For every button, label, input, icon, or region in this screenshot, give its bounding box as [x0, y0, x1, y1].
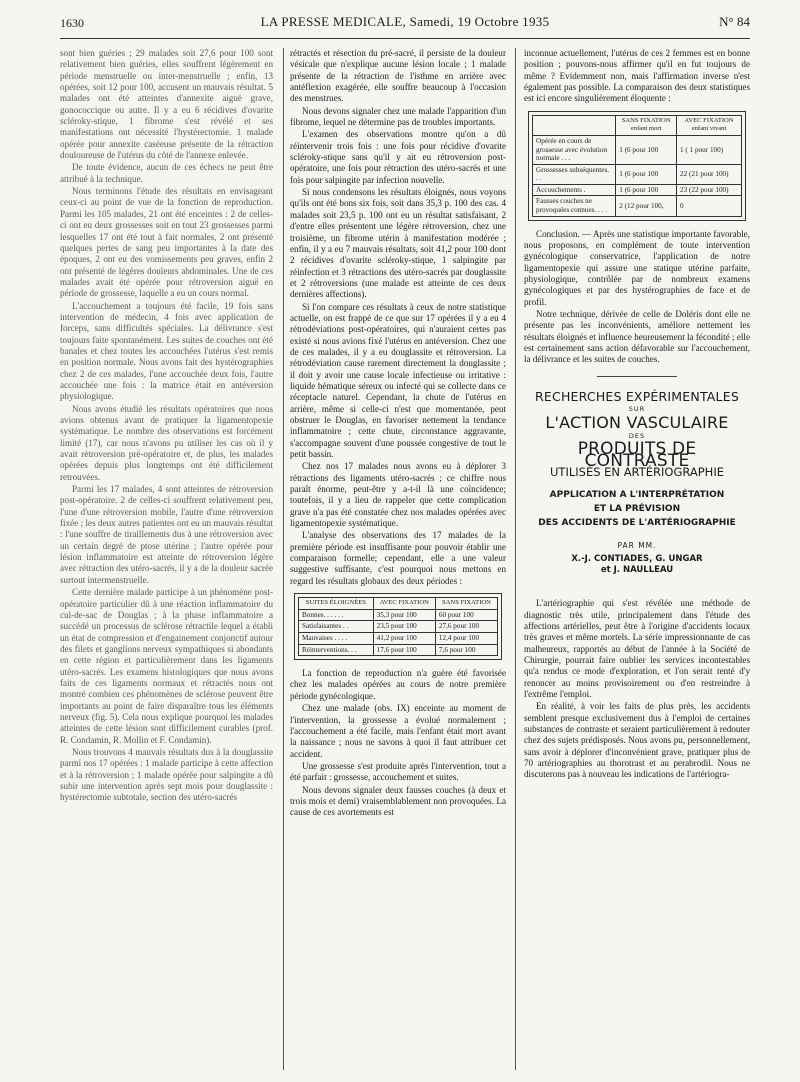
article-title-line: UTILISÉS EN ARTÉRIOGRAPHIE: [550, 464, 724, 479]
article-title-connector: DES: [628, 431, 646, 440]
paragraph: En réalité, à voir les faits de plus près, les accidents semblent presque exclusivement dus à l'emploi de certaines substances de contraste et seraient particulièrement à redouter chez des sujets prédisposés. Nous avons pu, personnellement, sans avoir à déplorer d'inconvénient grave, pratiquer plus de 70 artériographies au thorotrast et au perabrodil. Nous ne discuterons pas à nouveau les indications de l'artériogra-: [524, 701, 750, 780]
table-row: [533, 196, 742, 216]
table-row: [533, 164, 742, 184]
table-row: [299, 621, 498, 633]
table-cell: 35,3 pour 100: [373, 609, 435, 621]
paragraph: Nous terminons l'étude des résultats en envisageant ceux-ci au point de vue de la fonction de reproduction. Parmi les 105 malades, 21 ont été enceintes : 2 de celles-ci ont eu deux grossesses soit en tout 23 grossesses parmi lesquelles 17 ont été tout à fait normales, 2 ont présenté quelques pertes de sang peu importantes à la date des époques, 2 ont eu des vomissements peu graves, enfin 2 ont présenté de légères douleurs abdominales. Une de ces malades avait été opérée pour rétroversion aiguë en période de grossesse, laquelle a eu un cours normal.: [60, 186, 273, 299]
paragraph: L'artériographie qui s'est révélée une méthode de diagnostic très utile, principalement dans l'étude des affections artérielles, peut être à l'origine d'accidents locaux très graves et même mortels. La série impressionnante de cas malheureux, rapportés au début de l'année à la Société de Chirurgie, pourrait faire oublier les services incontestables qu'a rendus ce mode d'exploration, et l'on serait tenté d'y renoncer au moins provisoirement ou d'en restreindre à l'extrême l'emploi.: [524, 598, 750, 699]
paragraph: sont bien guéries ; 29 malades soit 27,6 pour 100 sont relativement bien guéries, elles souffrent légèrement en période menstruelle ou inter-menstruelle ; enfin, 13 opérées, soit 12 pour 100, accusent un mauvais résultat. 5 malades ont été atteintes d'annexite aiguë grave, gonococcique ou autre. Il y a eu 6 récidives d'ovarite scléroky-stique, 1 fibrome s'est révélé et ses manifestations ont nécessité l'hystérectomie. 1 malade opérée pour annexite caséeuse présente de la rétraction douloureuse de l'utérus du côté de l'annexe enlevée.: [60, 48, 273, 161]
table-cell: 1 (6 pour 100: [616, 184, 677, 196]
publication-title: LA PRESSE MEDICALE, Samedi, 19 Octobre 1935: [260, 14, 550, 29]
table-cell: Grossesses subséquentes. . .: [533, 164, 616, 184]
article-heading: [524, 388, 750, 576]
table-cell: 1 (6 pour 100: [616, 164, 677, 184]
table-row: [533, 135, 742, 164]
table-cell: 27,6 pour 100: [435, 621, 497, 633]
page-number: 1630: [60, 16, 84, 30]
article-title-connector: SUR: [628, 405, 646, 414]
table-cell: Opérée en cours de grossesse avec évolution normale . . .: [533, 135, 616, 164]
table-cell: 1 (6 pour 100: [616, 135, 677, 164]
paragraph: Chez nos 17 malades nous avons eu à déplorer 3 rétractions des ligaments utéro-sacrés ; ce chiffre nous paraît énorme, peut-être y a-t-il là une coïncidence; toutefois, il y a lieu de rappeler que cette complication grave n'a pas été constatée chez nos malades opérées avec ligamentopexie systématique.: [290, 461, 506, 529]
paragraph: Une grossesse s'est produite après l'intervention, tout a été parfait : grossesse, accouchement et suites.: [290, 760, 506, 783]
paragraph: Nous avons étudié les résultats opératoires que nous avions obtenus avant de pratiquer la ligamentopexie systématique. Le nombre des observations est forcément limité (17), car nous n'avons pu utiliser les cas où il y avait rétroversion pré-opératoire et, de plus, les malades opérées depuis plus longtemps ont été difficilement retrouvées.: [60, 403, 273, 482]
table-cell: Accouchements .: [533, 184, 616, 196]
table-header: AVEC FIXATION: [373, 598, 435, 610]
table-cell: 23 (22 pour 100): [677, 184, 742, 196]
article-title-line: L'ACTION VASCULAIRE: [545, 413, 729, 433]
table-cell: Réinterventions. . .: [299, 644, 374, 656]
page-header: [60, 14, 750, 34]
paragraph: Cette dernière malade participe à un phénomène post-opératoire particulier dû à une réaction inflammatoire du cul-de-sac de Douglas ; à la phase inflammatoire a succédé un processus de sclérose rétractile lequel a établi un état de compression et d'engainement conjonctif autour des filets et ganglions nerveux sympathiques si abondants en cette région et particulièrement dans les ligaments utéro-sacrés. Les examens histologiques que nous avons faits de ces ligaments normaux et rétractés nous ont montré combien ces phénomènes de sclérose peuvent être importants au point de faire disparaître tous les éléments nerveux (fig. 5). Cela nous explique pourquoi les malades atteintes de cette lésion sont difficilement curables (prof. R. Condamin, R. Mollin et F. Condamin).: [60, 587, 273, 745]
table-header-row: [533, 115, 742, 135]
paragraph: Nous devons signaler chez une malade l'apparition d'un fibrome, lequel ne détermine pas de troubles importants.: [290, 105, 506, 128]
article-subtitle: DES ACCIDENTS DE L'ARTÉRIOGRAPHIE: [538, 518, 736, 529]
column-2: [290, 48, 506, 1078]
column-1: [60, 48, 273, 805]
column-3: [524, 48, 750, 782]
column-divider: [515, 48, 516, 1070]
article-authors: X.-J. CONTIADES, G. UNGAR: [571, 553, 703, 564]
paragraph: Chez une malade (obs. IX) enceinte au moment de l'intervention, la grossesse a évolué normalement ; l'accouchement a été facile, mais l'enfant était mort avant la naissance ; nous ne savons à quoi il faut attribuer cet accident.: [290, 703, 506, 759]
paragraph: L'examen des observations montre qu'on a dû réintervenir trois fois : une fois pour récidive d'ovarite scléroky-stique sans qu'il y ait eu rétroversion post-opératoire, une fois pour rétraction des utéro-sacrés et une fois pour salpingite par infection nouvelle.: [290, 129, 506, 185]
table-cell: 22 (21 pour 100): [677, 164, 742, 184]
table-header: [533, 115, 616, 135]
table-header: AVEC FIXATION enfant vivant: [677, 115, 742, 135]
table-cell: 60 pour 100: [435, 609, 497, 621]
table-cell: 0: [677, 196, 742, 216]
table-header: SANS FIXATION enfant mort: [616, 115, 677, 135]
article-title-line: PRODUITS DE CONTRASTE: [577, 439, 697, 471]
paragraph: La fonction de reproduction n'a guère été favorisée chez les malades opérées au cours de notre première période gynécologique.: [290, 668, 506, 701]
article-subtitle: APPLICATION A L'INTERPRÉTATION: [549, 490, 725, 501]
section-separator: [597, 376, 677, 377]
results-table-frame: [294, 593, 502, 660]
table-row: [299, 609, 498, 621]
table-header-row: [299, 598, 498, 610]
table-cell: Fausses couches ne provoquées connues. . . .: [533, 196, 616, 216]
table-cell: 17,6 pour 100: [373, 644, 435, 656]
fertility-table-frame: [528, 111, 746, 221]
table-cell: 1 ( 1 pour 100): [677, 135, 742, 164]
paragraph: Notre technique, dérivée de celle de Doléris dont elle ne présente pas les inconvénients, améliore nettement les résultats éloignés et influence heureusement la fécondité ; elle est certainement sans action défavorable sur l'accouchement, la délivrance et les suites de couches.: [524, 309, 750, 365]
article-byline-prefix: PAR MM.: [617, 541, 657, 551]
table-cell: Bonnes. . . . . .: [299, 609, 374, 621]
results-table: [298, 597, 498, 656]
paragraph: Nous trouvons 4 mauvais résultats dus à la douglassite parmi nos 17 opérées : 1 malade participe à cette affection et à la rétroversion ; 1 malade opérée pour salpingite a dû subir une intervention après sept mois pour douglassite : hystérectomie subtotale, section des utéro-sacrés: [60, 746, 273, 803]
article-authors: et J. NAULLEAU: [600, 564, 674, 575]
table-cell: 41,2 pour 100: [373, 632, 435, 644]
article-subtitle: ET LA PRÉVISION: [593, 504, 681, 515]
table-cell: 7,6 pour 100: [435, 644, 497, 656]
table-row: [533, 184, 742, 196]
table-cell: Satisfaisantes . .: [299, 621, 374, 633]
paragraph: Parmi les 17 malades, 4 sont atteintes de rétroversion post-opératoire. 2 de celles-ci souffrent relativement peu, l'une d'une rétroversion mobile, l'autre d'une rétroversion fixée ; les deux autres patientes ont eu un mauvais résultat : l'une souffre de tiraillements dus à une rétroversion avec un certain degré de ptose utérine ; l'autre opérée pour lésion inflammatoire est atteinte de rétroversion légère avec rétraction des utéro-sacrés, il y a de la douleur sacrée surtout intermenstruelle.: [60, 484, 273, 585]
paragraph: rétractés et résection du pré-sacré, il persiste de la douleur vésicale que n'explique aucune lésion locale ; 1 malade présente de la rétraction de l'isthme en arrière avec antéflexion exagérée, elle souffre beaucoup à l'occasion des menstrues.: [290, 48, 506, 104]
table-cell: 23,5 pour 100: [373, 621, 435, 633]
table-cell: 12,4 pour 100: [435, 632, 497, 644]
paragraph: inconnue actuellement, l'utérus de ces 2 femmes est en bonne position ; pouvons-nous affirmer qu'il en fut toujours de même ? Evidemment non, mais l'affirmation inverse n'est également pas possible. La comparaison des deux statistiques est ici encore singulièrement éloquente :: [524, 48, 750, 104]
table-row: [299, 632, 498, 644]
table-row: [299, 644, 498, 656]
paragraph: Nous devons signaler deux fausses couches (à deux et trois mois et demi) vraisemblablement non provoquées. La cause de ces avortements est: [290, 784, 506, 818]
table-header: SUITES ÉLOIGNÉES: [299, 598, 374, 610]
article-title-line: RECHERCHES EXPÉRIMENTALES: [535, 388, 739, 404]
paragraph: L'analyse des observations des 17 malades de la première période est insuffisante pour pouvoir établir une comparaison formelle; cependant, elle a une valeur suggestive suffisante, c'est pourquoi nous mettons en regard les résultats globaux des deux périodes :: [290, 530, 506, 586]
paragraph: De toute évidence, aucun de ces échecs ne peut être attribué à la technique.: [60, 162, 273, 184]
header-rule: [60, 38, 750, 39]
paragraph: Conclusion. — Après une statistique importante favorable, nous proposons, en complément de toute intervention gynécologique conservatrice, l'application de notre ligamentopexie qui assure une statique utérine parfaite, physiologique, contrôlée par de nombreux examens gynécologiques et par des hystérographies de face et de profil.: [524, 228, 750, 307]
paragraph: Si l'on compare ces résultats à ceux de notre statistique actuelle, on est frappé de ce que sur 17 opérées il y a eu 4 rétrodéviations post-opératoires, qui n'auraient certes pas existé si nous avions fixé l'utérus en antéversion. Chez une de ces malades, il y a eu douglassite et rétroversion. La rétrodéviation cause rarement directement la douglassite ; il doit y avoir une cause locale infectieuse ou irritative : liquide hématique séreux ou infecté qui se collecte dans ce réceptacle naturel. Cependant, la chute de l'utérus en arrière, même si celle-ci n'est que momentanée, peut obstruer le Douglas, en favoriser nettement la tendance inflammatoire ; cette chute, circonstance aggravante, s'accompagne souvent d'une poussée congestive de tout le petit bassin.: [290, 301, 506, 460]
table-cell: Mauvaises . . . .: [299, 632, 374, 644]
table-cell: 2 (12 pour 100,: [616, 196, 677, 216]
column-divider: [283, 48, 284, 1070]
table-header: SANS FIXATION: [435, 598, 497, 610]
paragraph: L'accouchement a toujours été facile, 19 fois sans intervention de médecin, 4 fois avec application de forceps, sans difficultés spéciales. La délivrance s'est toujours faite spontanément. Les suites de couches ont été banales et chez toutes les accouchées l'utérus s'est remis en position normale. Nous avons fait des hystérographies chez 2 de ces malades, l'une accouchée deux fois, l'autre accouchée une fois : la matrice était en antéversion physiologique.: [60, 300, 273, 402]
issue-number: N° 84: [719, 14, 750, 29]
fertility-table: [532, 115, 742, 217]
paragraph: Si nous condensons les résultats éloignés, nous voyons qu'ils ont été bons six fois, soit dans 35,3 p. 100 des cas. 4 malades soit 23,5 p. 100 ont eu un résultat satisfaisant, 2 d'entre elles présentent une légère rétroversion, chez une troisième, un fibrome utérin à manifestation modérée ; enfin, il y a eu 7 mauvais résultats, soit 41,2 pour 100 dont 2 récidives d'ovarite scléroky-stique, 1 salpingite par réinfection et 3 rétractions des utéro-sacrés par douglassite et 2 rétroversions (une malade est atteinte de ces deux dernières affections).: [290, 187, 506, 300]
